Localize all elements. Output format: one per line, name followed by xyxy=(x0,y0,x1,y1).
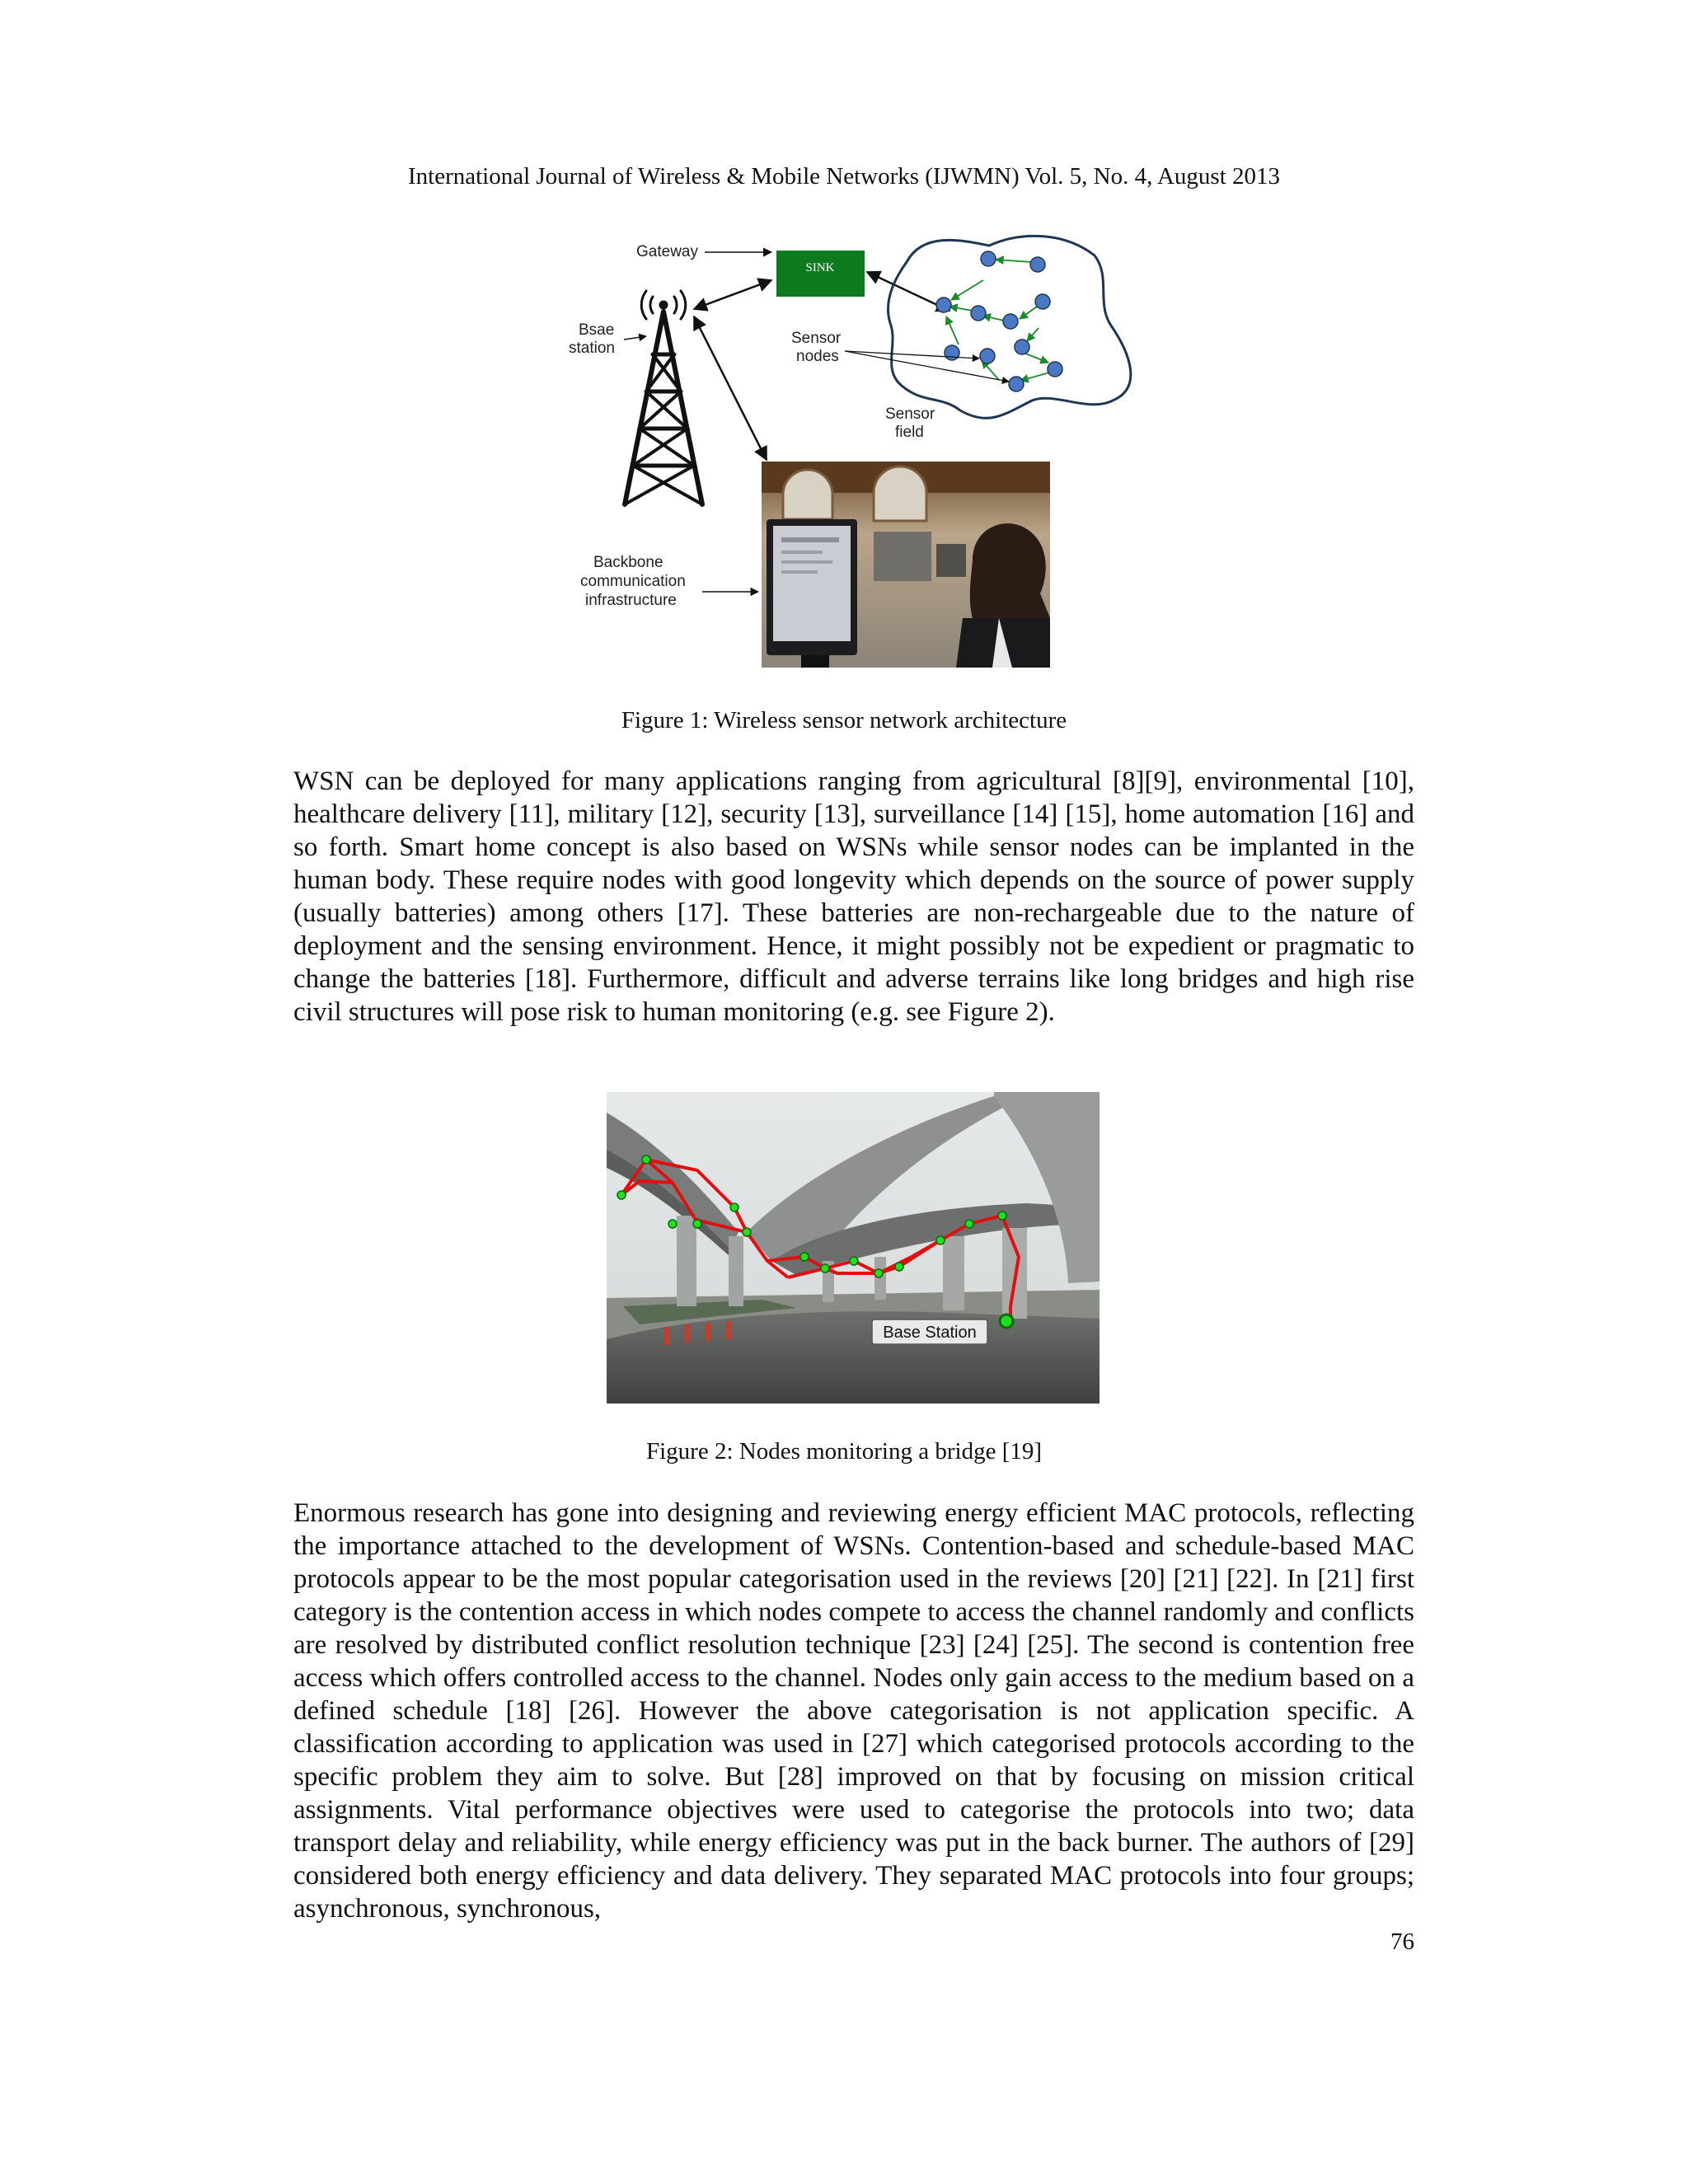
base-station-label-line1: Bsae xyxy=(579,321,615,339)
bridge-node xyxy=(743,1228,751,1236)
bridge-node xyxy=(936,1236,945,1244)
bridge-node xyxy=(965,1220,973,1228)
sensor-node xyxy=(945,345,959,360)
figure-2-caption: Figure 2: Nodes monitoring a bridge [19] xyxy=(645,1438,1043,1465)
bridge-node xyxy=(998,1212,1006,1220)
bridge-node xyxy=(821,1264,829,1272)
figure-1-diagram xyxy=(560,231,1154,676)
bridge-node xyxy=(693,1220,701,1228)
sensor-node xyxy=(1030,257,1045,272)
tower-backbone-link xyxy=(694,316,767,460)
bridge-node xyxy=(668,1220,677,1228)
sensor-node xyxy=(981,251,996,266)
sensor-node xyxy=(1015,340,1029,354)
base-station-node xyxy=(1000,1315,1013,1328)
bridge-node xyxy=(642,1155,650,1164)
backbone-operator-photo xyxy=(762,462,1050,668)
sensor-nodes-label-line2: nodes xyxy=(796,348,839,365)
sensor-node xyxy=(1003,314,1018,329)
body-paragraph-1: WSN can be deployed for many applications ranging from agricultural [8][9], environmental [10], healthcare delivery [11], military [12], security [13], surveillance [14] [15], home automation [16] and so forth. Smart home concept is also based on WSNs while sensor nodes can be implanted in the human body. These require nodes with good longevity which depends on the source of power supply (usually batteries) among others [17]. These batteries are non-rechargeable due to the nature of deployment and the sensing environment. Hence, it might possibly not be expedient or pragmatic to change the batteries [18]. Furthermore, difficult and adverse terrains like long bridges and high rise civil structures will pose risk to human monitoring (e.g. see Figure 2). xyxy=(293,766,1414,1027)
bridge-node xyxy=(800,1253,809,1261)
bridge-node xyxy=(874,1269,883,1277)
sensor-node xyxy=(971,306,986,321)
backbone-label-line1: Backbone xyxy=(593,554,663,571)
sensor-node xyxy=(980,349,995,363)
figure-1-caption: Figure 1: Wireless sensor network architecture xyxy=(621,707,1067,733)
backbone-label-line3: infrastructure xyxy=(585,592,677,609)
bridge-node xyxy=(617,1191,626,1199)
bridge-node xyxy=(730,1203,738,1212)
tower-sink-link xyxy=(694,280,771,309)
sensor-nodes xyxy=(936,251,1062,391)
bridge-node xyxy=(850,1257,858,1265)
sensor-node xyxy=(1048,362,1062,377)
sensor-field-label-line1: Sensor xyxy=(885,405,935,423)
base-station-tower-icon xyxy=(625,291,702,504)
figure-2-bridge-photo xyxy=(607,1092,1100,1404)
sensor-node xyxy=(1035,294,1050,309)
base-station-tag-label: Base Station xyxy=(883,1324,977,1342)
sensor-nodes-label-line1: Sensor xyxy=(791,330,842,347)
base-station-pointer xyxy=(624,336,646,340)
sink-label: SINK xyxy=(805,261,835,274)
sensor-node xyxy=(936,298,951,312)
sensor-field-label-line2: field xyxy=(895,424,924,441)
journal-header: International Journal of Wireless & Mobile Networks (IJWMN) Vol. 5, No. 4, August 2013 xyxy=(407,163,1281,190)
gateway-label: Gateway xyxy=(636,243,698,260)
bridge-node xyxy=(895,1263,903,1271)
sensor-node xyxy=(1009,377,1024,391)
page-number: 76 xyxy=(1390,1929,1414,1955)
body-paragraph-2: Enormous research has gone into designing and reviewing energy efficient MAC protocols, reflecting the importance attached to the development of WSNs. Contention-based and schedule-based MAC protocols appear to be the most popular categorisation used in the reviews [20] [21] [22]. In [21] first category is the contention access in which nodes compete to access the channel randomly and conflicts are resolved by distributed conflict resolution technique [23] [24] [25]. The second is contention free access which offers controlled access to the channel. Nodes only gain access to the medium based on a defined schedule [18] [26]. However the above categorisation is not application specific. A classification according to application was used in [27] which categorised protocols according to the specific problem they aim to solve. But [28] improved on that by focusing on mission critical assignments. Vital performance objectives were used to categorise the protocols into two; data transport delay and reliability, while energy efficiency was put in the back burner. The authors of [29] considered both energy efficiency and data delivery. They separated MAC protocols into four groups; asynchronous, synchronous, xyxy=(293,1498,1414,1924)
backbone-label-line2: communication xyxy=(580,573,686,590)
base-station-label-line2: station xyxy=(569,340,615,357)
